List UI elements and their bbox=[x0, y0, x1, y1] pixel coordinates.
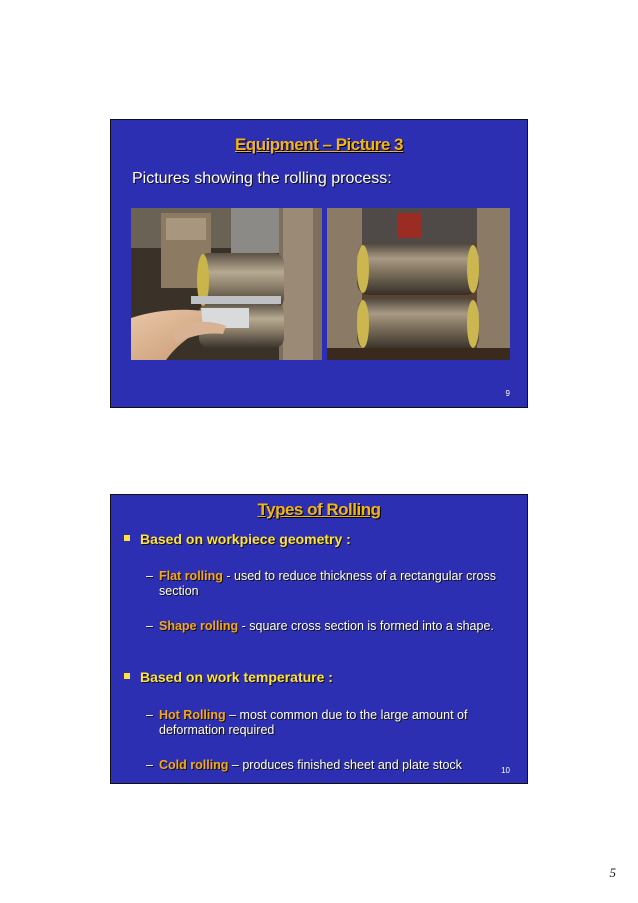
bullet-square-icon bbox=[124, 673, 130, 679]
slide-subtitle: Pictures showing the rolling process: bbox=[132, 170, 392, 187]
rolling-mill-rolls-photo bbox=[327, 208, 510, 360]
list-item-flat-rolling: – Flat rolling - used to reduce thickness of a rectangular cross section bbox=[146, 569, 496, 598]
rolling-mill-hand-feeding-photo bbox=[131, 208, 322, 360]
slide-number: 9 bbox=[505, 389, 510, 398]
slide-number: 10 bbox=[501, 766, 510, 775]
list-item-shape-rolling: – Shape rolling - square cross section is formed into a shape. bbox=[146, 619, 494, 633]
slide-10 bbox=[110, 494, 528, 784]
slide-9 bbox=[110, 119, 528, 408]
page-number: 5 bbox=[609, 865, 616, 880]
term-flat-rolling: Flat rolling bbox=[159, 569, 223, 583]
term-cold-rolling: Cold rolling bbox=[159, 758, 229, 772]
bullet-square-icon bbox=[124, 535, 130, 541]
list-item-hot-rolling: – Hot Rolling – most common due to the large amount of deformation required bbox=[146, 708, 468, 737]
term-shape-rolling: Shape rolling bbox=[159, 619, 239, 633]
slide-title: Equipment – Picture 3 bbox=[234, 135, 404, 154]
term-hot-rolling: Hot Rolling bbox=[159, 708, 226, 722]
list-item-cold-rolling: – Cold rolling – produces finished sheet and plate stock bbox=[146, 758, 462, 772]
bullet-temperature: Based on work temperature : bbox=[124, 669, 333, 685]
slide-title: Types of Rolling bbox=[257, 500, 381, 519]
bullet-geometry: Based on workpiece geometry : bbox=[124, 531, 351, 547]
